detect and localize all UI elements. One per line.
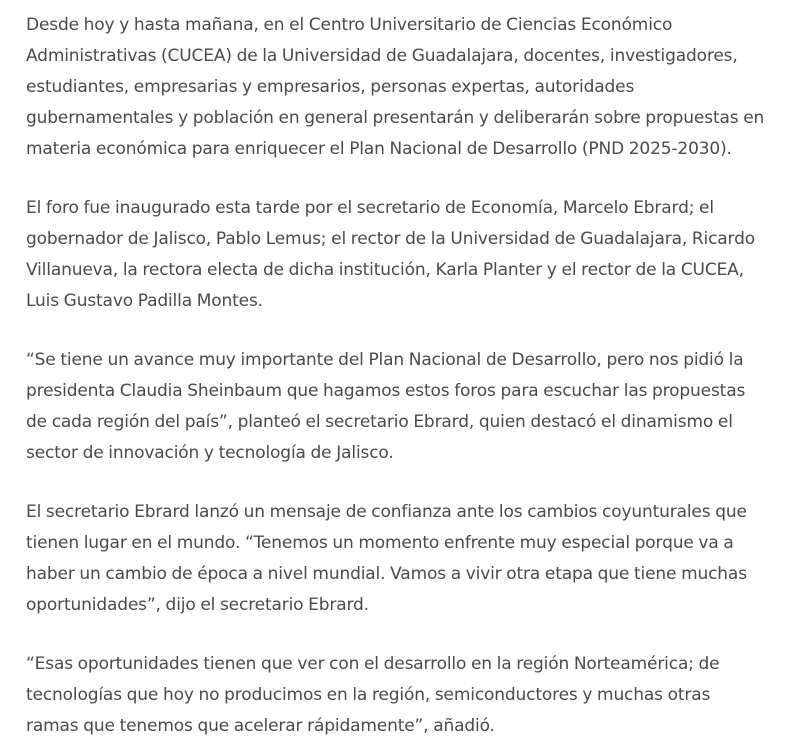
article-paragraph-5: “Esas oportunidades tienen que ver con el desarrollo en la región Norteamérica; de tecnologías que hoy no producimos en la región, semiconductores y muchas otras ramas que tenemos que acelerar rápidamente”, añadió. <box>26 654 720 736</box>
article-paragraph-3: “Se tiene un avance muy importante del Plan Nacional de Desarrollo, pero nos pidió la presidenta Claudia Sheinbaum que hagamos estos foros para escuchar las propuestas de cada región del país”, planteó el secretario Ebrard, quien destacó el dinamismo el sector de innovación y tecnología de Jalisco. <box>26 350 746 463</box>
article-paragraph-1: Desde hoy y hasta mañana, en el Centro Universitario de Ciencias Económico Administrativas (CUCEA) de la Universidad de Guadalajara, docentes, investigadores, estudiantes, empresarias y empresarios, personas expertas, autoridades gubernamentales y población en general presentarán y deliberarán sobre propuestas en materia económica para enriquecer el Plan Nacional de Desarrollo (PND 2025-2030). <box>26 15 765 159</box>
article-body <box>26 10 766 742</box>
article-paragraph-4: El secretario Ebrard lanzó un mensaje de confianza ante los cambios coyunturales que tienen lugar en el mundo. “Tenemos un momento enfrente muy especial porque va a haber un cambio de época a nivel mundial. Vamos a vivir otra etapa que tiene muchas oportunidades”, dijo el secretario Ebrard. <box>26 502 747 615</box>
article-paragraph-2: El foro fue inaugurado esta tarde por el secretario de Economía, Marcelo Ebrard; el gobernador de Jalisco, Pablo Lemus; el rector de la Universidad de Guadalajara, Ricardo Villanueva, la rectora electa de dicha institución, Karla Planter y el rector de la CUCEA, Luis Gustavo Padilla Montes. <box>26 198 755 311</box>
